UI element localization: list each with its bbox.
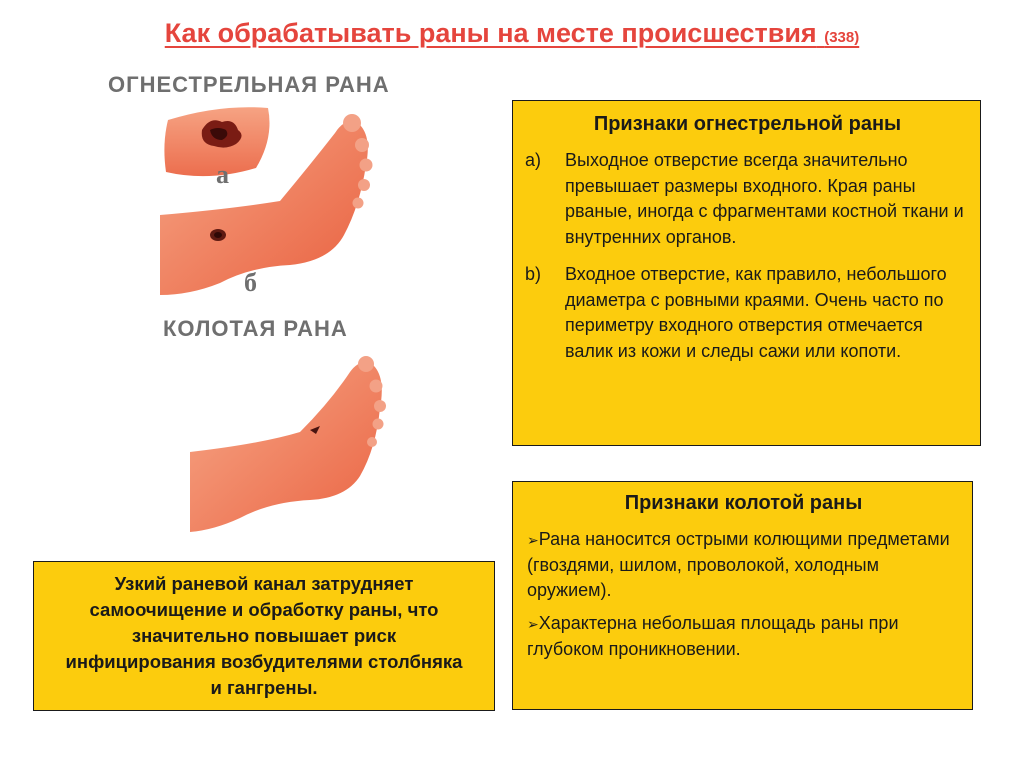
gunshot-signs-heading: Признаки огнестрельной раны (593, 113, 902, 135)
item-marker: b) (525, 264, 542, 284)
gunshot-foot-illustration (160, 105, 380, 305)
stab-signs-box (512, 481, 973, 710)
title-ref: (338) (824, 29, 860, 46)
gunshot-signs-box (512, 100, 981, 446)
title-text: Как обрабатывать раны на месте происшествия (164, 18, 817, 48)
infection-risk-text: Узкий раневой канал затрудняет самоочищение и обработку раны, что значительно повышает риск инфицирования возбудителями столбняка и гангрены. (65, 573, 463, 698)
arrow-icon: ➢ (527, 532, 539, 548)
gunshot-sign-item (525, 262, 970, 364)
infection-risk-box (33, 561, 495, 711)
item-text: Рана наносится острыми колющими предметами (гвоздями, шилом, проволокой, холодным оружием). (527, 529, 950, 600)
marker-b: б (244, 268, 257, 297)
gunshot-sign-item (525, 148, 970, 250)
page-title (0, 18, 1024, 49)
stab-sign-item (525, 611, 962, 662)
item-marker: a) (525, 150, 542, 170)
marker-a: а (216, 160, 229, 189)
stab-signs-heading: Признаки колотой раны (624, 492, 863, 514)
item-text: Входное отверстие, как правило, небольшого диаметра с ровными краями. Очень часто по периметру входного отверстия отмечается валик из кожи и следы сажи или копоти. (565, 264, 947, 361)
item-text: Характерна небольшая площадь раны при глубоком проникновении. (527, 613, 899, 659)
stab-foot-illustration (190, 352, 390, 542)
stab-sign-item (525, 527, 962, 603)
item-text: Выходное отверстие всегда значительно превышает размеры входного. Края раны рваные, иногда с фрагментами костной ткани и внутренних органов. (565, 150, 964, 247)
stab-wound-label: КОЛОТАЯ РАНА (163, 316, 348, 341)
gunshot-wound-label: ОГНЕСТРЕЛЬНАЯ РАНА (108, 72, 390, 97)
arrow-icon: ➢ (527, 616, 539, 632)
